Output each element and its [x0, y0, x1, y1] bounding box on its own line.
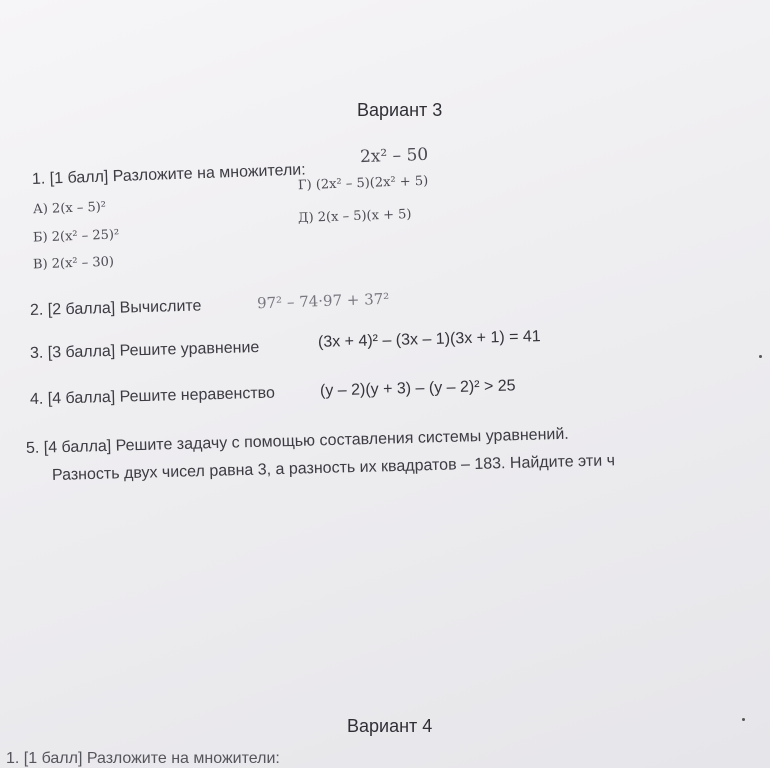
q1-expression: 2x² – 50	[359, 144, 429, 168]
q1-option-d: Д) 2(x – 5)(x + 5)	[297, 207, 412, 226]
variant-3-title: Вариант 3	[357, 100, 443, 120]
q4-label: 4. [4 балла] Решите неравенство	[29, 384, 276, 408]
q2-label: 2. [2 балла] Вычислите	[29, 297, 202, 319]
q3-expression: (3x + 4)² – (3x – 1)(3x + 1) = 41	[317, 328, 541, 351]
variant-4-title: Вариант 4	[347, 716, 433, 736]
q1-option-v: В) 2(x² – 30)	[32, 254, 115, 273]
q1-option-g: Г) (2x² – 5)(2x² + 5)	[297, 173, 429, 194]
q2-expression: 97² – 74·97 + 37²	[256, 289, 390, 313]
paper-speck	[742, 718, 745, 721]
q1-option-a: А) 2(x – 5)²	[32, 199, 107, 218]
q1-label: 1. [1 балл] Разложите на множители:	[31, 161, 306, 188]
variant-4-q1-partial: 1. [1 балл] Разложите на множители:	[6, 750, 280, 767]
q5-text: Разность двух чисел равна 3, а разность их квадратов – 183. Найдите эти ч	[51, 452, 616, 484]
q5-label: 5. [4 балла] Решите задачу с помощью составления системы уравнений.	[25, 425, 569, 457]
q1-option-b: Б) 2(x² – 25)²	[32, 227, 120, 246]
q3-label: 3. [3 балла] Решите уравнение	[29, 338, 260, 362]
q4-expression: (y – 2)(y + 3) – (y – 2)² > 25	[319, 377, 516, 400]
paper-speck	[759, 355, 762, 358]
